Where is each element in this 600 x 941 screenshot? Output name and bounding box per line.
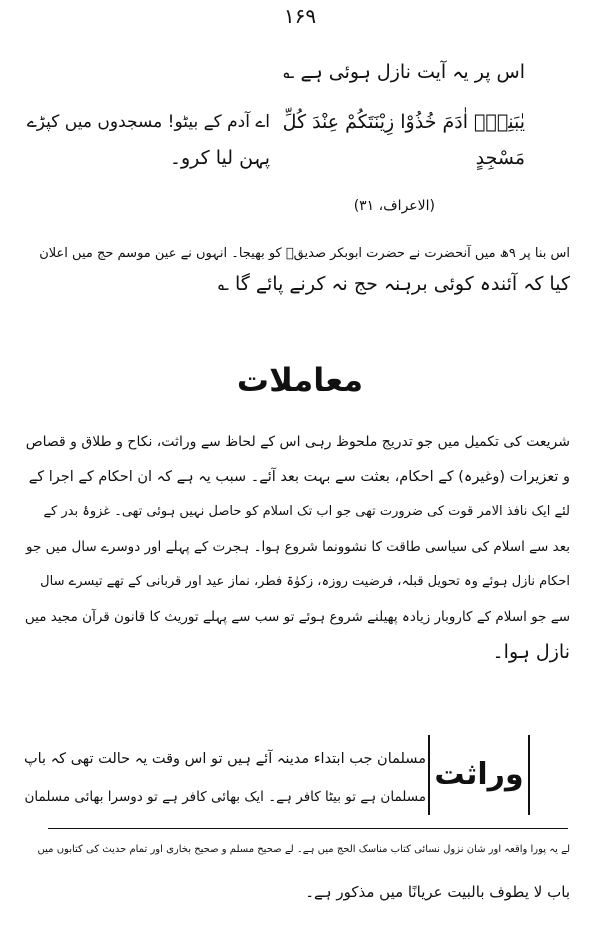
footnote-line-2: باب لا یطوف بالبیت عریانًا میں مذکور ہے۔ (305, 883, 570, 901)
section-heading: معاملات (236, 361, 364, 399)
footnote-line-1: لے یہ پورا واقعہ اور شان نزول نسائی کتاب مناسک الحج میں ہے۔ لے صحیح مسلم و صحیح بخاری اور تمام حدیث کی کتابوں میں (37, 844, 570, 855)
paragraph-2-line-1: شریعت کی تکمیل میں جو تدریج ملحوظ رہی اس کے لحاظ سے وراثت، نکاح و طلاق و قصاص (25, 434, 570, 450)
paragraph-2-line-5: احکام نازل ہوئے وہ تحویل قبلہ، فرضیت روزہ، زکوٰۃ فطر، نماز عید اور قربانی کے تھے تیسرے سال (40, 574, 570, 589)
page-number: ۱۶۹ (283, 4, 317, 28)
subsection-heading: وراثت (434, 757, 524, 792)
paragraph-2-line-6: سے جو اسلام کے کاروبار زیادہ پھیلنے شروع ہوئے تو سب سے پہلے توریث کا قانون قرآن مجید میں (24, 609, 570, 625)
paragraph-2-line-4: بعد سے اسلام کی سیاسی طاقت کا نشوونما شروع ہوا۔ ہجرت کے پہلے اور دوسرے سال میں جو (26, 539, 570, 555)
paragraph-2-line-7: نازل ہوا۔ (492, 641, 570, 663)
paragraph-1-line-1: اس بنا پر ۹ھ میں آنحضرت نے حضرت ابوبکر صدیقؓ کو بھیجا۔ انہوں نے عین موسم حج میں اعلان (39, 246, 570, 261)
quran-verse-line-1: یٰبَنِیْۤ اٰدَمَ خُذُوْا زِیْنَتَكُمْ عِنْدَ كُلِّ (282, 111, 525, 133)
intro-line: اس پر یہ آیت نازل ہوئی ہے ؎ (283, 61, 525, 83)
quran-verse-line-2: مَسْجِدٍ (475, 147, 525, 169)
paragraph-3-line-1: مسلمان جب ابتداء مدینہ آئے ہیں تو اس وقت یہ حالت تھی کہ باپ (23, 751, 426, 767)
translation-line-1: اے آدم کے بیٹو! مسجدوں میں کپڑے (26, 112, 270, 132)
translation-line-2: پہن لیا کرو۔ (169, 147, 270, 169)
paragraph-2-line-3: لئے ایک نافذ الامر قوت کی ضرورت تھی جو اب تک اسلام کو حاصل نہیں ہوئی تھی۔ غزوۂ بدر کے (43, 504, 570, 519)
footnote-divider (48, 828, 568, 829)
subsection-box (428, 735, 530, 815)
paragraph-2-line-2: و تعزیرات (وغیرہ) کے احکام، بعثت سے بہت بعد آئے۔ سبب یہ ہے کہ ان احکام کے اجرا کے (28, 469, 570, 485)
paragraph-1-line-2: کیا کہ آئندہ کوئی برہنہ حج نہ کرنے پائے گا ؎ (217, 273, 570, 295)
verse-reference: (الاعراف، ۳۱) (353, 198, 435, 214)
paragraph-3-line-2: مسلمان ہے تو بیٹا کافر ہے۔ ایک بھائی کافر ہے تو دوسرا بھائی مسلمان (24, 789, 426, 805)
